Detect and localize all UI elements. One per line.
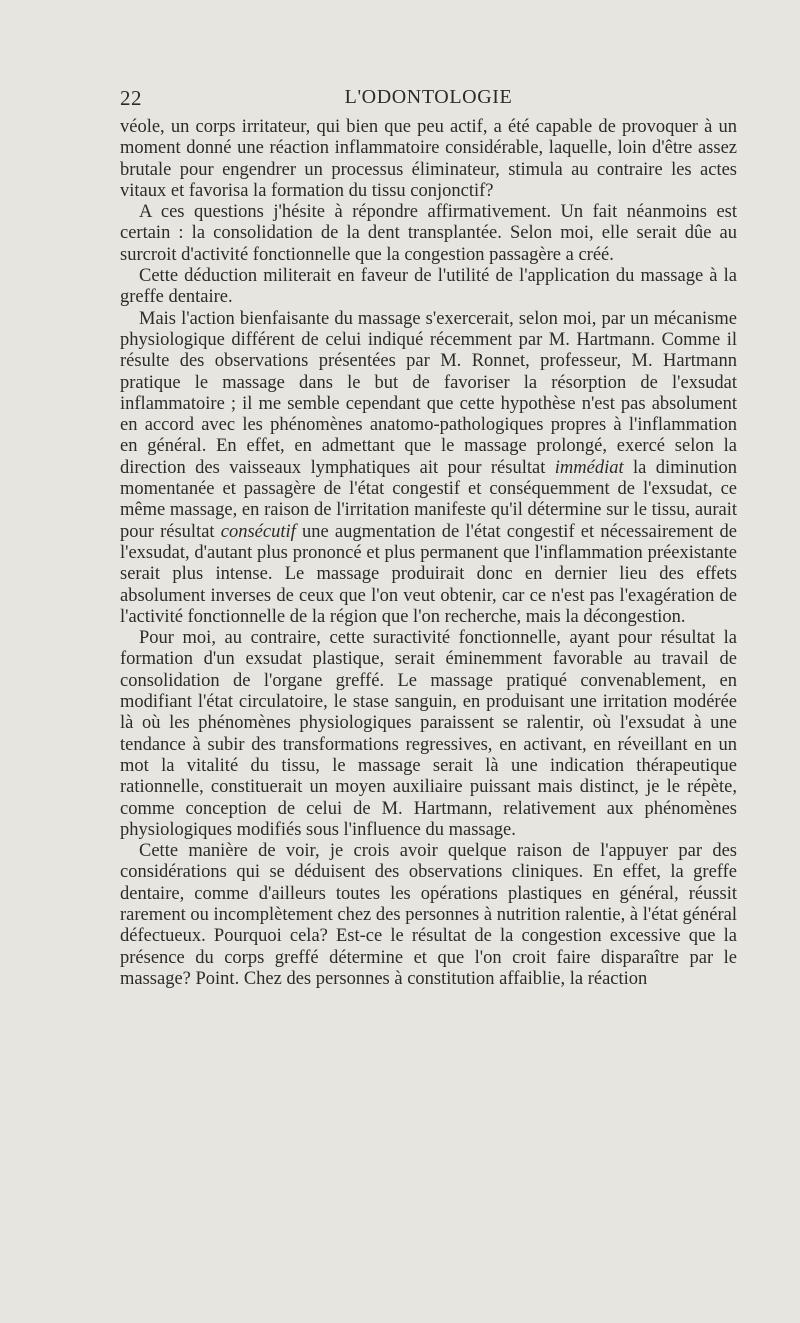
running-head: L'ODONTOLOGIE — [344, 86, 513, 108]
paragraph — [120, 309, 737, 628]
text-run: véole, un corps irritateur, qui bien que peu actif, a été capable de provoquer à un moment donné une réaction inflammatoire considérable, laquelle, loin d'être assez brutale pour engendrer un processus éliminateur, stimula au contraire les actes vitaux et favorisa la formation du tissu conjonctif? — [120, 117, 737, 201]
text-run: Cette déduction militerait en faveur de l'utilité de l'application du massage à la greffe dentaire. — [120, 266, 737, 308]
italic-text: immédiat — [554, 457, 624, 478]
paragraph — [120, 628, 737, 841]
text-run: A ces questions j'hésite à répondre affirmativement. Un fait néanmoins est certain : la consolidation de la dent transplantée. Selon moi, elle serait dûe au surcroit d'activité fonctionnelle que la congestion passagère a créé. — [120, 202, 737, 265]
paragraph — [120, 841, 737, 990]
text-run: la diminution momentanée et passagère de l'état congestif et conséquemment de l'exsudat, ce même massage, en raison de l'irritation manifeste qu'il détermine sur le tissu, aurait pour résultat — [120, 457, 737, 542]
body-text — [120, 117, 737, 990]
page-header — [120, 86, 737, 110]
paragraph — [120, 266, 737, 309]
text-run: Pour moi, au contraire, cette suractivité fonctionnelle, ayant pour résultat la formation d'un exsudat plastique, serait éminemment favorable au travail de consolidation de l'organe greffé. Le massage pratiqué convenablement, en modifiant l'état circulatoire, le stase sanguin, en produisant une irritation modérée là où les phénomènes physiologiques paraissent se ralentir, où l'exsudat à une tendance à subir des transformations regressives, en activant, en réveillant en un mot la vitalité du tissu, le massage serait là une indication thérapeutique rationnelle, constituerait un moyen auxiliaire puissant mais distinct, je le répète, comme conception de celui de M. Hartmann, relativement aux phénomènes physiologiques modifiés sous l'influence du massage. — [120, 628, 737, 840]
paragraph — [120, 117, 737, 202]
text-run: Cette manière de voir, je crois avoir quelque raison de l'appuyer par des considérations qui se déduisent des observations cliniques. En effet, la greffe dentaire, comme d'ailleurs toutes les opérations plastiques en général, réussit rarement ou incomplètement chez des personnes à nutrition ralentie, à l'état général défectueux. Pourquoi cela? Est-ce le résultat de la congestion excessive que la présence du corps greffé détermine et que l'on croit faire disparaître par le massage? Point. Chez des personnes à constitution affaiblie, la réaction — [120, 841, 737, 989]
page-number: 22 — [120, 86, 142, 110]
text-run: une augmentation de l'état congestif et nécessairement de l'exsudat, d'autant plus prononcé et plus permanent que l'inflammation préexistante serait plus intense. Le massage produirait donc en dernier lieu des effets absolument inverses de ceux que l'on veut obtenir, car ce n'est pas l'exagération de l'activité fonctionnelle de la région que l'on recherche, mais la décongestion. — [120, 521, 737, 627]
paragraph — [120, 202, 737, 266]
italic-text: consécutif — [220, 521, 296, 542]
text-run: Mais l'action bienfaisante du massage s'exercerait, selon moi, par un mécanisme physiologique différent de celui indiqué récemment par M. Hartmann. Comme il résulte des observations présentées par M. Ronnet, professeur, M. Hartmann pratique le massage dans le but de favoriser la résorption de l'exsudat inflammatoire ; il me semble cependant que cette hypothèse n'est pas absolument en accord avec les phénomènes anatomo-pathologiques propres à l'inflammation en général. En effet, en admettant que le massage prolongé, exercé selon la direction des vaisseaux lymphatiques ait pour résultat — [120, 308, 737, 478]
